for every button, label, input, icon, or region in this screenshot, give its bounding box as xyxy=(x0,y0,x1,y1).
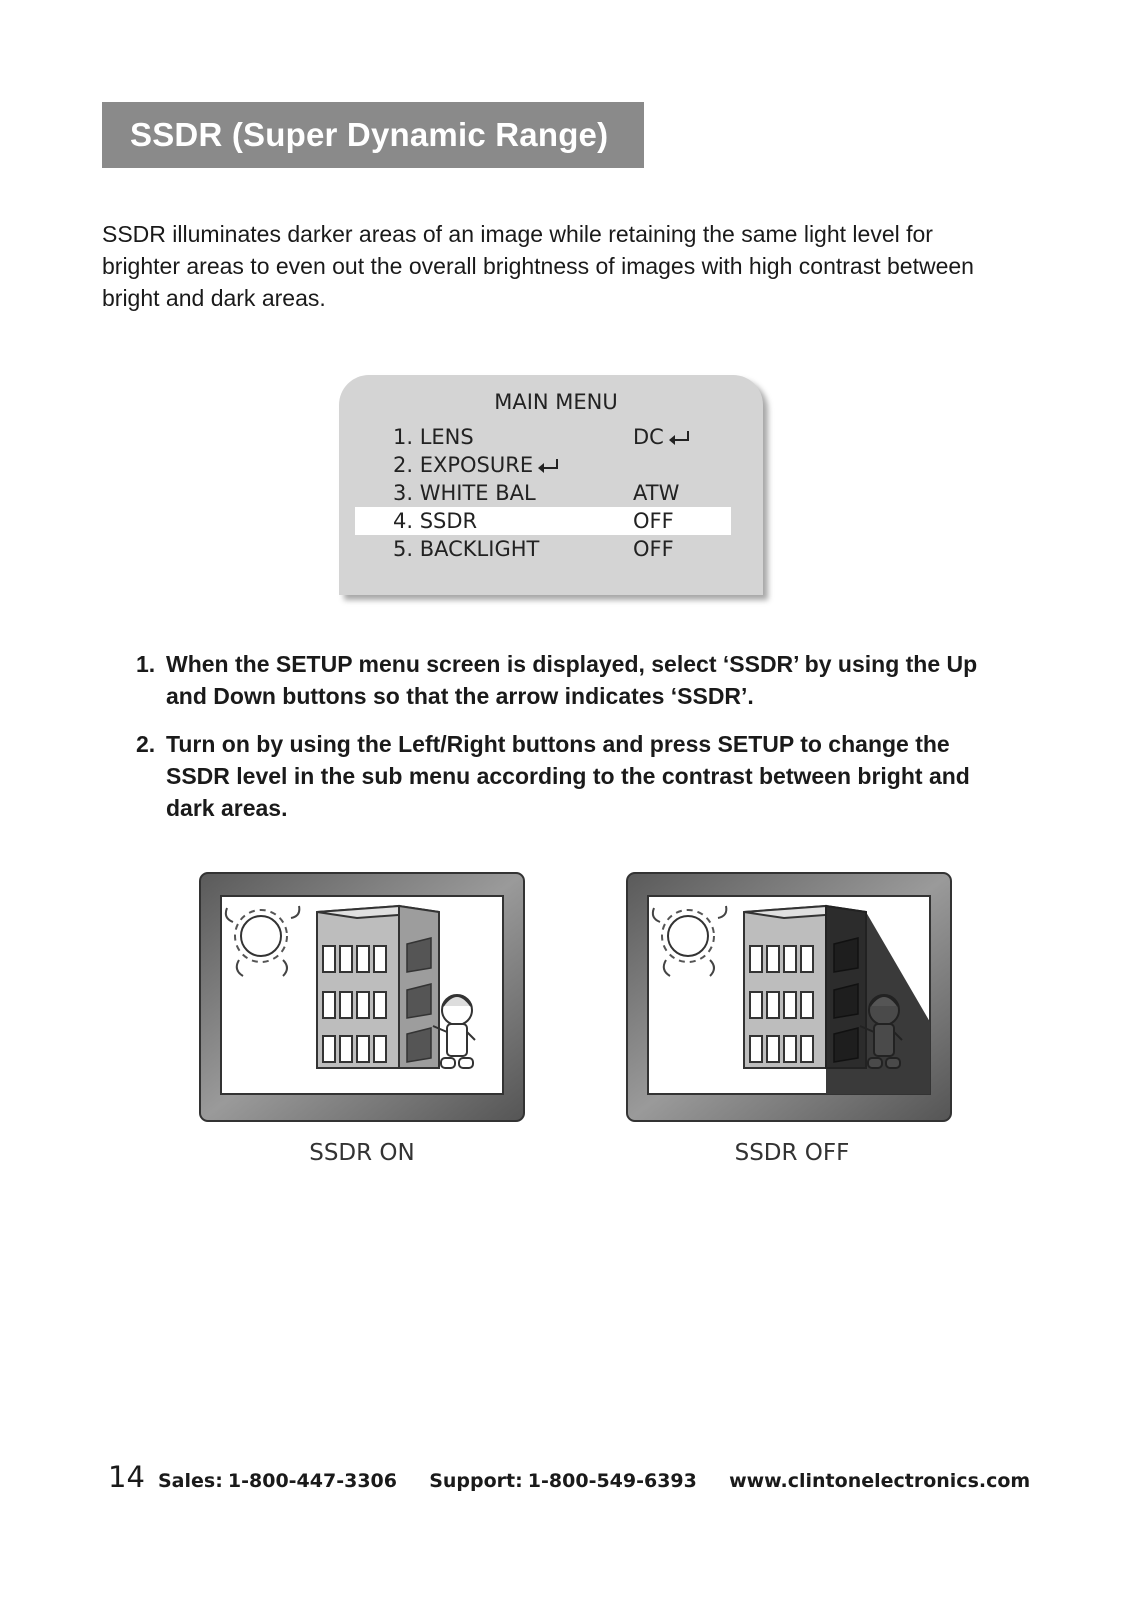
enter-arrow-icon xyxy=(668,429,692,447)
support-label: Support: xyxy=(429,1470,523,1492)
menu-item-value: ATW xyxy=(633,481,680,505)
step-text: When the SETUP menu screen is displayed, select ‘SSDR’ by using the Up and Down buttons so that the arrow indicates ‘SSDR’. xyxy=(166,651,978,709)
menu-item-exposure xyxy=(355,451,731,479)
section-title-bar xyxy=(102,102,644,168)
menu-item-white-bal xyxy=(355,479,731,507)
step-number: 1. xyxy=(136,651,156,677)
ssdr-off-caption: SSDR OFF xyxy=(734,1140,850,1166)
menu-item-label: 4. SSDR xyxy=(393,509,478,533)
website-link[interactable]: www.clintonelectronics.com xyxy=(729,1470,1031,1492)
page-footer xyxy=(108,1460,1030,1494)
menu-item-lens xyxy=(355,423,731,451)
page-number: 14 xyxy=(108,1460,145,1494)
step-number: 2. xyxy=(136,731,156,757)
step-1 xyxy=(136,648,1016,712)
section-title: SSDR (Super Dynamic Range) xyxy=(130,116,609,153)
step-text: Turn on by using the Left/Right buttons and press SETUP to change the SSDR level in the sub menu according to the contrast between bright and dark areas. xyxy=(166,731,970,821)
ssdr-on-illustration xyxy=(199,872,525,1122)
step-2 xyxy=(136,728,1016,824)
menu-item-label: 5. BACKLIGHT xyxy=(393,537,540,561)
menu-item-value: OFF xyxy=(633,509,674,533)
menu-item-ssdr xyxy=(355,507,731,535)
ssdr-off-illustration xyxy=(626,872,952,1122)
sales-phone: 1-800-447-3306 xyxy=(227,1470,397,1492)
menu-item-value: DC xyxy=(633,423,692,451)
building-icon xyxy=(317,906,439,1068)
menu-item-label: 1. LENS xyxy=(393,425,474,449)
instruction-steps xyxy=(136,648,1016,840)
sales-label: Sales: xyxy=(158,1470,223,1492)
menu-item-label: 2. EXPOSURE xyxy=(393,451,561,479)
support-phone: 1-800-549-6393 xyxy=(527,1470,697,1492)
menu-item-value: OFF xyxy=(633,537,674,561)
ssdr-on-caption: SSDR ON xyxy=(309,1140,415,1166)
enter-arrow-icon xyxy=(537,457,561,475)
menu-item-label: 3. WHITE BAL xyxy=(393,481,536,505)
building-icon xyxy=(744,906,866,1068)
menu-item-backlight xyxy=(355,535,731,563)
intro-paragraph: SSDR illuminates darker areas of an image while retaining the same light level for brighter areas to even out the overall brightness of images with high contrast between bright and dark areas. xyxy=(102,221,974,311)
main-menu-osd xyxy=(339,375,763,595)
menu-title: MAIN MENU xyxy=(494,390,618,414)
